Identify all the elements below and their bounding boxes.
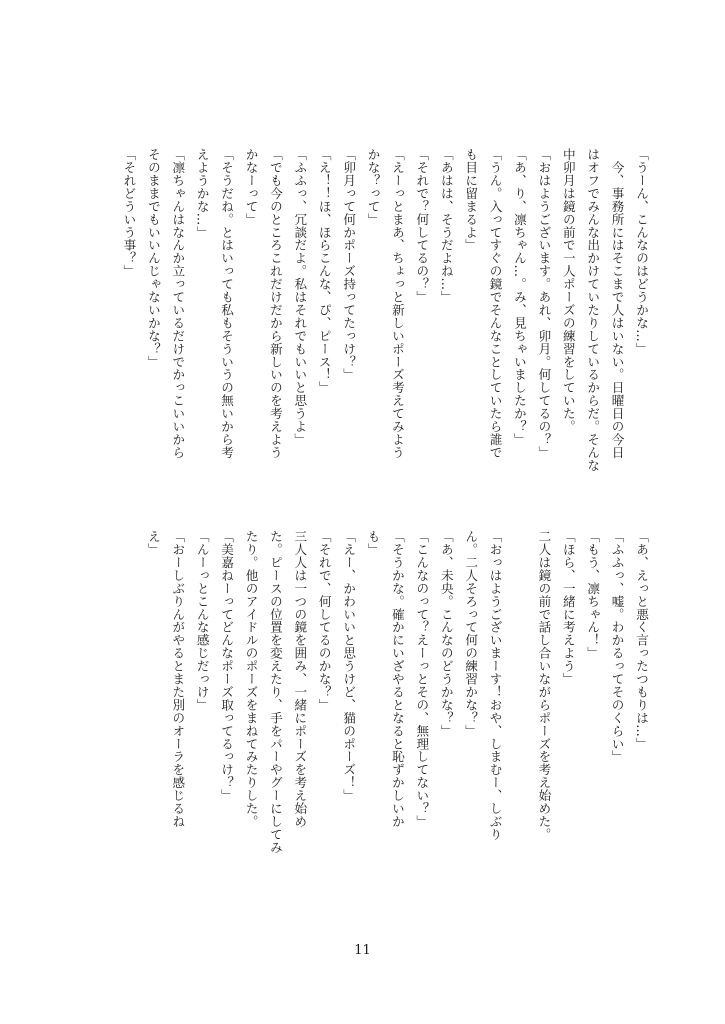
text-line: たり。他のアイドルのポーズをまねてみたりした。 xyxy=(243,530,259,828)
text-line: 今、事務所にはそこまで人はいない。日曜日の今日 xyxy=(609,148,625,459)
text-line: そのままでもいいんじゃないかな？」 xyxy=(145,148,161,369)
text-line xyxy=(507,530,531,875)
text-line: 「こんなのって？えーっとその、無理してない？」 xyxy=(414,530,430,828)
text-line: かなーって」 xyxy=(243,148,259,226)
text-line: 二人は鏡の前で話し合いながらポーズを考え始めた。 xyxy=(536,530,552,841)
text-block-lower xyxy=(140,530,653,875)
text-line: も目に留まるよ」 xyxy=(463,148,479,252)
text-line: 「凛ちゃんはなんか立っているだけでかっこいいから xyxy=(170,148,186,459)
text-line: 「うーん、こんなのはどうかな…」 xyxy=(634,148,649,356)
text-line: 「ほら、一緒に考えよう」 xyxy=(560,530,576,686)
text-line: え」 xyxy=(145,530,161,556)
text-line: も」 xyxy=(365,530,381,556)
text-line: 「美嘉ねーってどんなポーズ取ってるっけ？」 xyxy=(219,530,235,802)
text-line: 「んーっとこんな感じだっけ」 xyxy=(194,530,210,712)
text-line: 三人人は一つの鏡を囲み、一緒にポーズを考え始め xyxy=(292,530,308,828)
text-line: 「おーしぶりんがやるとまた別のオーラを感じるね xyxy=(170,530,186,828)
text-line: 「それで、何してるのかな？」 xyxy=(316,530,332,712)
text-line: 「あ、り、凛ちゃん…。み、見ちゃいましたか？」 xyxy=(511,148,527,446)
page-number: 11 xyxy=(354,943,371,958)
text-line: 「ふふっ、嘘。わかるってそのくらい」 xyxy=(609,530,625,764)
text-line: 「えー、かわいいと思うけど、猫のポーズ！」 xyxy=(341,530,357,802)
text-line: かな？って」 xyxy=(365,148,381,226)
text-line: 「えーっとまあ、ちょっと新しいポーズ考えてみよう xyxy=(389,148,405,459)
text-line: 「おはようございます。あれ、卯月。何してるの？」 xyxy=(536,148,552,459)
text-block-upper xyxy=(116,148,653,493)
text-line: 「あ、未央。こんなのどうかな？」 xyxy=(438,530,454,738)
text-line: ん。二人そろって何の練習かな？」 xyxy=(463,530,479,738)
text-line: 「うん。入ってすぐの鏡でそんなことしていたら誰で xyxy=(487,148,503,459)
text-line: 中卯月は鏡の前で一人ポーズの練習をしていた。 xyxy=(560,148,576,433)
text-line: はオフでみんな出かけていたりしているからだ。そんな xyxy=(585,148,601,472)
text-line: た。ピースの位置を変えたり、手をパーやグーにしてみ xyxy=(267,530,283,854)
text-line: 「え！！ほ、ほらこんな、ぴ、ピース！」 xyxy=(316,148,332,395)
text-line: 「そうかな。確かにいざやるとなると恥ずかしいか xyxy=(389,530,405,828)
text-line: 「あはは、そうだよね…」 xyxy=(438,148,454,304)
text-line: 「おっはようございまーす！おや、しまむー、しぶり xyxy=(487,530,503,841)
text-line: 「あ、えっと悪く言ったつもりは…」 xyxy=(634,530,649,751)
text-line: 「それで？何してるの？」 xyxy=(414,148,430,304)
text-line: 「それどういう事？」 xyxy=(121,148,137,278)
text-line: 「卯月って何かポーズ持ってたっけ？」 xyxy=(341,148,357,382)
text-line: 「もう、凛ちゃん！」 xyxy=(585,530,601,660)
text-line: 「そうだね。とはいっても私もそういうの無いから考 xyxy=(219,148,235,459)
text-line: 「ふふっ、冗談だよ。私はそれでもいいと思うよ」 xyxy=(292,148,308,446)
text-line: えようかな…」 xyxy=(194,148,210,239)
text-line: 「でも今のところこれだけだから新しいのを考えよう xyxy=(267,148,283,459)
